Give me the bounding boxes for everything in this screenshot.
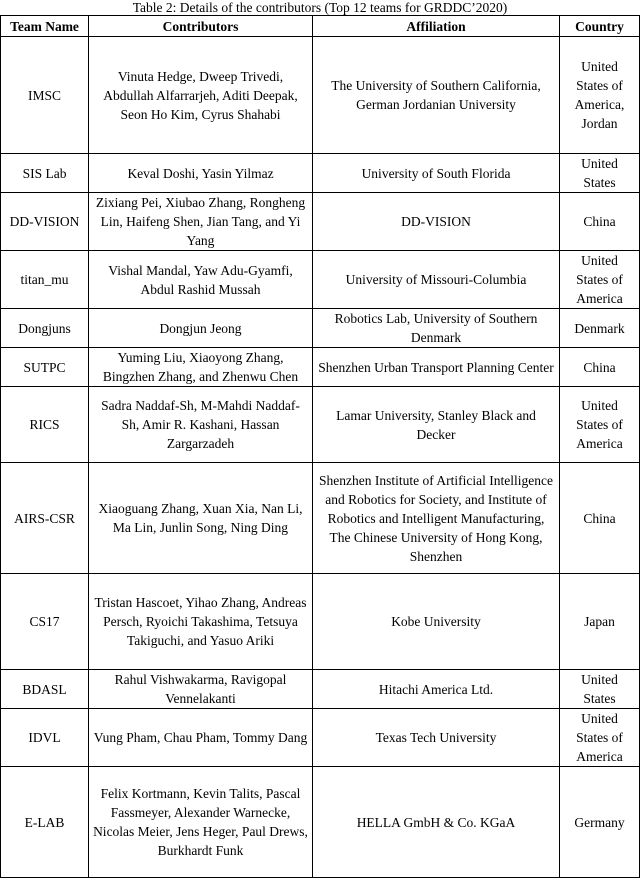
affiliation-cell: Robotics Lab, University of Southern Denmark [313, 309, 560, 348]
affiliation-cell: Texas Tech University [313, 709, 560, 767]
table-row [1, 767, 640, 878]
country-cell: China [560, 193, 640, 251]
contributors-cell: Vishal Mandal, Yaw Adu-Gyamfi, Abdul Rashid Mussah [89, 251, 313, 309]
contributors-cell: Rahul Vishwakarma, Ravigopal Vennelakanti [89, 670, 313, 709]
team-name-cell: E-LAB [1, 767, 89, 878]
team-name-cell: RICS [1, 387, 89, 463]
header-contributors: Contributors [89, 16, 313, 37]
team-name-cell: IDVL [1, 709, 89, 767]
contributors-cell: Zixiang Pei, Xiubao Zhang, Rongheng Lin, Haifeng Shen, Jian Tang, and Yi Yang [89, 193, 313, 251]
country-cell: Germany [560, 767, 640, 878]
table-row [1, 463, 640, 574]
table-row [1, 309, 640, 348]
affiliation-cell: Shenzhen Institute of Artificial Intelligence and Robotics for Society, and Institute of Robotics and Intelligent Manufacturing, The Chinese University of Hong Kong, Shenzhen [313, 463, 560, 574]
team-name-cell: BDASL [1, 670, 89, 709]
contributors-cell: Dongjun Jeong [89, 309, 313, 348]
affiliation-cell: University of South Florida [313, 154, 560, 193]
table-row [1, 670, 640, 709]
contributors-cell: Vinuta Hedge, Dweep Trivedi, Abdullah Alfarrarjeh, Aditi Deepak, Seon Ho Kim, Cyrus Shahabi [89, 37, 313, 154]
team-name-cell: DD-VISION [1, 193, 89, 251]
header-row [1, 16, 640, 37]
table-row [1, 387, 640, 463]
contributors-table [0, 15, 640, 878]
affiliation-cell: Kobe University [313, 574, 560, 670]
team-name-cell: AIRS-CSR [1, 463, 89, 574]
country-cell: United States [560, 670, 640, 709]
affiliation-cell: Hitachi America Ltd. [313, 670, 560, 709]
team-name-cell: SIS Lab [1, 154, 89, 193]
country-cell: United States of America, Jordan [560, 37, 640, 154]
header-affiliation: Affiliation [313, 16, 560, 37]
contributors-cell: Felix Kortmann, Kevin Talits, Pascal Fassmeyer, Alexander Warnecke, Nicolas Meier, Jens Heger, Paul Drews, Burkhardt Funk [89, 767, 313, 878]
contributors-cell: Sadra Naddaf-Sh, M-Mahdi Naddaf-Sh, Amir R. Kashani, Hassan Zargarzadeh [89, 387, 313, 463]
contributors-cell: Keval Doshi, Yasin Yilmaz [89, 154, 313, 193]
team-name-cell: Dongjuns [1, 309, 89, 348]
team-name-cell: IMSC [1, 37, 89, 154]
country-cell: United States of America [560, 387, 640, 463]
team-name-cell: titan_mu [1, 251, 89, 309]
affiliation-cell: HELLA GmbH & Co. KGaA [313, 767, 560, 878]
contributors-cell: Xiaoguang Zhang, Xuan Xia, Nan Li, Ma Lin, Junlin Song, Ning Ding [89, 463, 313, 574]
table-row [1, 154, 640, 193]
affiliation-cell: University of Missouri-Columbia [313, 251, 560, 309]
affiliation-cell: Shenzhen Urban Transport Planning Center [313, 348, 560, 387]
country-cell: United States [560, 154, 640, 193]
table-row [1, 251, 640, 309]
team-name-cell: SUTPC [1, 348, 89, 387]
table-row [1, 348, 640, 387]
country-cell: China [560, 348, 640, 387]
country-cell: China [560, 463, 640, 574]
table-caption: Table 2: Details of the contributors (Top 12 teams for GRDDC’2020) [132, 0, 508, 15]
header-country: Country [560, 16, 640, 37]
table-row [1, 37, 640, 154]
table-row [1, 193, 640, 251]
affiliation-cell: The University of Southern California, German Jordanian University [313, 37, 560, 154]
table-row [1, 709, 640, 767]
table-row [1, 574, 640, 670]
country-cell: United States of America [560, 709, 640, 767]
contributors-cell: Tristan Hascoet, Yihao Zhang, Andreas Persch, Ryoichi Takashima, Tetsuya Takiguchi, and Yasuo Ariki [89, 574, 313, 670]
contributors-cell: Vung Pham, Chau Pham, Tommy Dang [89, 709, 313, 767]
country-cell: United States of America [560, 251, 640, 309]
header-team-name: Team Name [1, 16, 89, 37]
contributors-cell: Yuming Liu, Xiaoyong Zhang, Bingzhen Zhang, and Zhenwu Chen [89, 348, 313, 387]
affiliation-cell: DD-VISION [313, 193, 560, 251]
country-cell: Denmark [560, 309, 640, 348]
team-name-cell: CS17 [1, 574, 89, 670]
affiliation-cell: Lamar University, Stanley Black and Decker [313, 387, 560, 463]
country-cell: Japan [560, 574, 640, 670]
